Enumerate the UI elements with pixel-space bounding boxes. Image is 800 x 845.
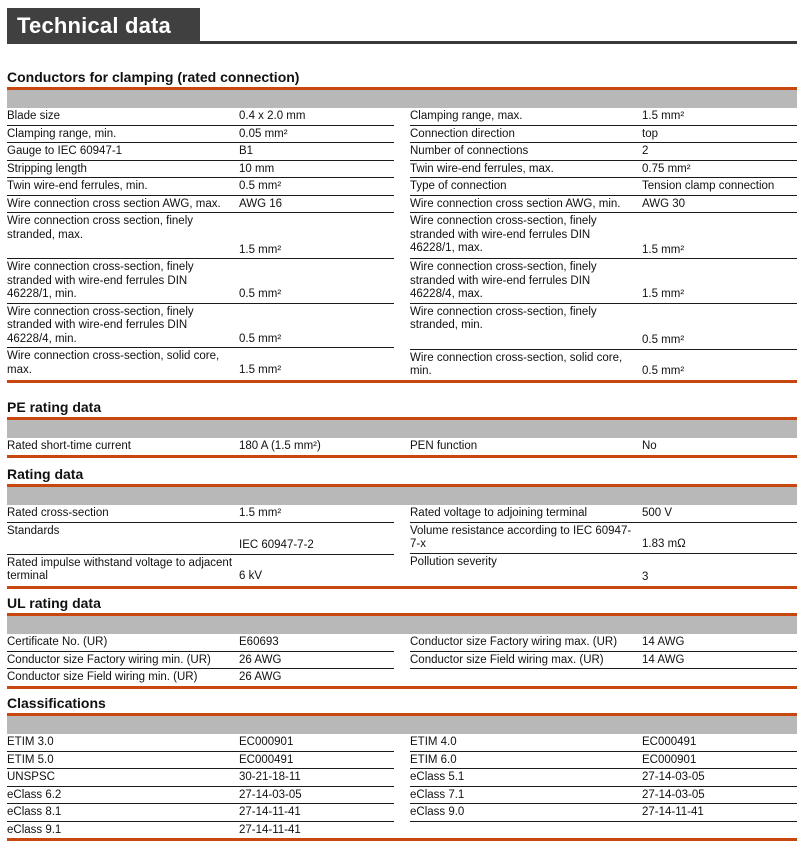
table-row [7,769,394,787]
row-label: Rated voltage to adjoining terminal [410,507,588,519]
section-title: Classifications [7,695,106,711]
row-label: Stripping length [7,162,87,175]
row-value: EC000491 [642,736,697,748]
row-label: Rated short-time current [7,440,131,452]
row-label: eClass 8.1 [7,806,62,818]
table-row [410,259,797,304]
row-value: AWG 16 [239,197,283,210]
section-title: Conductors for clamping (rated connection) [7,69,300,85]
row-value: AWG 30 [642,197,686,210]
row-label: Number of connections [410,145,529,157]
table-row [7,523,394,555]
row-value: 2 [642,145,649,157]
row-value: 14 AWG [642,636,685,648]
section-header-bar [7,613,797,634]
table-row [410,304,797,350]
section-title: PE rating data [7,399,102,415]
table-row [7,304,394,349]
row-label: Wire connection cross section AWG, max. [7,197,221,210]
table-row [410,178,797,196]
table-row [7,822,394,839]
row-value: 180 A (1.5 mm²) [239,440,321,452]
page-title: Technical data [7,8,200,44]
right-column [410,634,797,686]
row-value: Tension clamp connection [642,180,775,192]
row-value: 14 AWG [642,653,685,666]
row-value: 1.5 mm² [239,507,282,519]
row-label: Conductor size Factory wiring max. (UR) [410,636,618,648]
table-row [410,769,797,787]
left-column [7,634,394,686]
row-label: Clamping range, max. [410,110,523,122]
row-value: top [642,127,658,140]
row-value: IEC 60947-7-2 [239,539,314,551]
page-header [7,8,797,44]
row-value: 0.4 x 2.0 mm [239,110,306,122]
row-label: Conductor size Field wiring min. (UR) [7,671,198,683]
row-value: 0.5 mm² [642,334,685,346]
row-value: 3 [642,571,649,583]
table-row [410,438,797,455]
table-row [410,787,797,805]
row-label: Wire connection cross-section, finely stranded with wire-end ferrules DIN 46228/4, max. [410,261,597,300]
row-value: 1.5 mm² [642,243,685,256]
row-label: Clamping range, min. [7,127,117,140]
section-header-bar [7,713,797,734]
row-label: Wire connection cross-section, solid core, max. [7,350,220,376]
left-column [7,734,394,838]
section-pe-rating-data [7,398,797,458]
row-label: Gauge to IEC 60947-1 [7,145,123,157]
row-value: 27-14-11-41 [239,806,301,818]
row-value: 1.5 mm² [642,288,685,300]
section-header-bar [7,87,797,108]
table-row [7,108,394,126]
row-value: 0.5 mm² [239,288,282,300]
table-row [7,126,394,144]
section-conductors-for-clamping [7,68,797,383]
left-column [7,505,394,586]
section-ul-rating-data [7,594,797,689]
row-label: Twin wire-end ferrules, min. [7,180,148,192]
left-column [7,438,394,455]
section-title: UL rating data [7,595,101,611]
table-row [7,438,394,455]
row-label: ETIM 5.0 [7,753,54,766]
row-value: EC000491 [239,753,294,766]
table-row [7,348,394,378]
row-label: Wire connection cross section AWG, min. [410,197,621,210]
row-label: Blade size [7,110,61,122]
row-value: EC000901 [239,736,294,748]
section-columns [7,505,797,589]
table-row [7,213,394,259]
table-row [7,669,394,686]
table-row [410,108,797,126]
row-label: Rated cross-section [7,507,109,519]
section-header-bar [7,484,797,505]
row-label: eClass 5.1 [410,771,465,783]
row-label: Wire connection cross-section, finely stranded, min. [410,305,597,331]
row-label: Certificate No. (UR) [7,636,108,648]
table-row [410,734,797,752]
row-value: 1.5 mm² [239,363,282,376]
table-row [7,734,394,752]
row-value: 6 kV [239,570,263,582]
row-label: Pollution severity [410,555,497,568]
table-row [7,196,394,214]
table-row [410,505,797,523]
row-value: 0.5 mm² [642,365,685,377]
table-row [410,523,797,554]
row-value: EC000901 [642,753,697,766]
row-value: No [642,440,657,452]
row-value: 0.75 mm² [642,162,691,175]
right-column [410,734,797,838]
table-row [410,652,797,670]
row-label: Rated impulse withstand voltage to adjacent terminal [7,556,233,582]
row-label: ETIM 6.0 [410,753,457,766]
row-value: 27-14-03-05 [642,771,705,783]
row-value: 10 mm [239,162,275,175]
section-header-bar [7,417,797,438]
row-label: Twin wire-end ferrules, max. [410,162,554,175]
table-row [410,554,797,586]
row-value: 27-14-03-05 [642,788,705,801]
section-columns [7,438,797,458]
table-row [7,143,394,161]
row-value: 27-14-11-41 [642,806,704,818]
row-label: Wire connection cross-section, finely stranded with wire-end ferrules DIN 46228/4, min. [7,305,194,345]
row-label: Wire connection cross-section, finely stranded with wire-end ferrules DIN 46228/1, min. [7,261,194,300]
table-row [7,555,394,585]
table-row [7,752,394,770]
table-row [410,196,797,214]
row-value: 0.05 mm² [239,127,288,140]
row-value: B1 [239,145,254,157]
row-value: 27-14-11-41 [239,823,301,836]
table-row [410,634,797,652]
row-label: eClass 7.1 [410,788,465,801]
row-value: 0.5 mm² [239,332,282,345]
row-value: 30-21-18-11 [239,771,301,783]
row-label: Connection direction [410,127,515,140]
section-columns [7,634,797,689]
table-row [7,652,394,670]
table-row [7,161,394,179]
table-row [410,126,797,144]
table-row [7,787,394,805]
row-value: 26 AWG [239,671,282,683]
left-column [7,108,394,380]
row-label: Type of connection [410,180,507,192]
row-value: 26 AWG [239,653,282,666]
table-row [410,350,797,380]
right-column [410,108,797,380]
table-row [7,505,394,523]
table-row [7,178,394,196]
row-value: 1.5 mm² [239,243,282,256]
row-label: ETIM 4.0 [410,736,457,748]
row-label: Standards [7,524,60,537]
row-label: eClass 6.2 [7,788,62,801]
table-row [7,804,394,822]
row-value: 500 V [642,507,673,519]
row-label: Volume resistance according to IEC 60947-7-x [410,524,632,550]
row-label: Conductor size Field wiring max. (UR) [410,653,604,666]
table-row [410,804,797,822]
section-rating-data [7,465,797,589]
table-row [410,752,797,770]
section-columns [7,734,797,841]
row-value: 27-14-03-05 [239,788,302,801]
section-columns [7,108,797,383]
row-value: 1.5 mm² [642,110,685,122]
table-row [7,259,394,304]
right-column [410,438,797,455]
section-title: Rating data [7,466,84,482]
row-label: Conductor size Factory wiring min. (UR) [7,653,211,666]
row-label: ETIM 3.0 [7,736,54,748]
row-label: Wire connection cross-section, finely stranded with wire-end ferrules DIN 46228/1, max. [410,215,597,254]
row-label: Wire connection cross-section, solid core, min. [410,351,623,377]
row-label: eClass 9.1 [7,823,62,836]
table-row [410,143,797,161]
row-label: PEN function [410,440,478,452]
row-value: E60693 [239,636,279,648]
row-value: 0.5 mm² [239,180,282,192]
table-row [7,634,394,652]
row-label: eClass 9.0 [410,806,465,818]
table-row [410,213,797,259]
row-value: 1.83 mΩ [642,538,686,550]
section-classifications [7,694,797,841]
right-column [410,505,797,586]
row-label: Wire connection cross section, finely stranded, max. [7,215,193,241]
row-label: UNSPSC [7,771,55,783]
table-row [410,161,797,179]
